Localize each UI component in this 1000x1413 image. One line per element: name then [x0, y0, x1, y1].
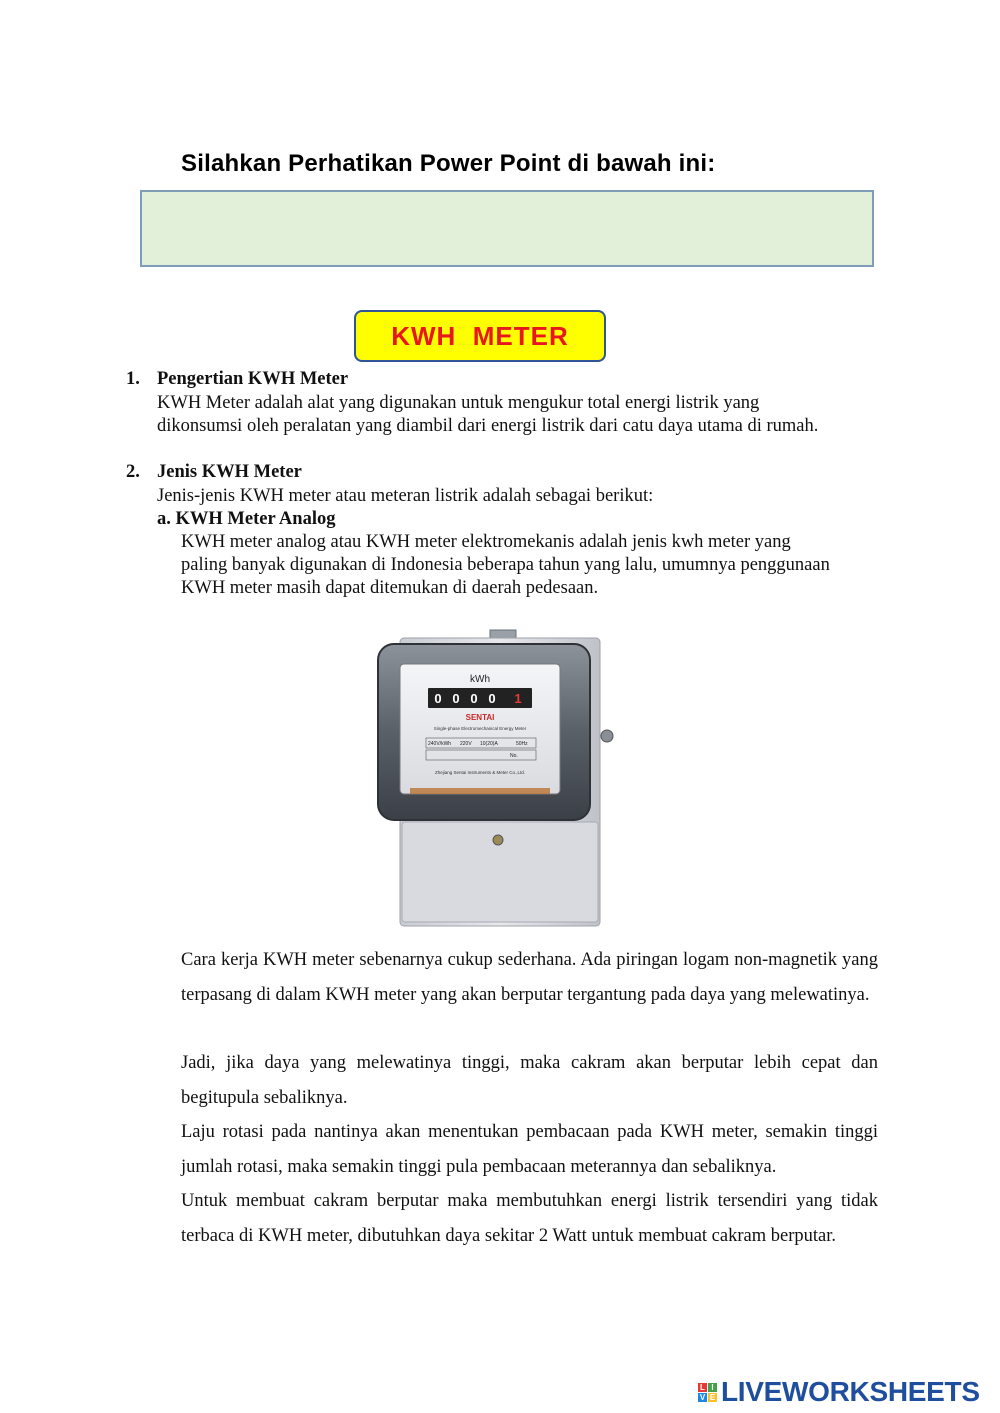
section-2-intro: Jenis-jenis KWH meter atau meteran listrik adalah sebagai berikut: [157, 486, 654, 506]
mark-letter: E [709, 1392, 716, 1402]
spec-value: 10(20)A [480, 741, 498, 747]
section-1-title: Pengertian KWH Meter [157, 369, 349, 389]
subsection-a-line-2: paling banyak digunakan di Indonesia beberapa tahun yang lalu, umumnya penggunaan [181, 555, 830, 575]
counter-digit: 0 [434, 691, 442, 706]
rotating-disk [410, 788, 550, 794]
meter-subtitle: Single-phase Electromechanical Energy Meter [433, 726, 527, 731]
mark-letter: V [699, 1392, 706, 1402]
spec-value: 50Hz [516, 741, 528, 747]
meter-maker: Zhejiang Sentai Instruments & Meter Co.,Ltd. [434, 770, 526, 775]
body-paragraph-3: Laju rotasi pada nantinya akan menentukan pembacaan pada KWH meter, semakin tinggi jumlah rotasi, maka semakin tinggi pula pembacaan meterannya dan sebaliknya. [181, 1122, 878, 1177]
section-1-line-1: KWH Meter adalah alat yang digunakan untuk mengukur total energi listrik yang [157, 393, 760, 413]
kwh-meter-illustration [370, 628, 630, 928]
section-2-title: Jenis KWH Meter [157, 462, 302, 482]
section-2-number: 2. [126, 462, 140, 482]
spec-value: 240V/kWh [428, 741, 452, 747]
title-text: KWH METER [391, 320, 569, 351]
body-paragraph-2: Jadi, jika daya yang melewatinya tinggi, maka cakram akan berputar lebih cepat dan begitupula sebaliknya. [181, 1053, 878, 1108]
body-paragraph-4: Untuk membuat cakram berputar maka membutuhkan energi listrik tersendiri yang tidak terbaca di KWH meter, dibutuhkan daya sekitar 2 Watt untuk membuat cakram berputar. [181, 1191, 878, 1246]
section-1-number: 1. [126, 369, 140, 389]
mount-screw-right [601, 730, 613, 742]
body-paragraph-1: Cara kerja KWH meter sebenarnya cukup sederhana. Ada piringan logam non-magnetik yang terpasang di dalam KWH meter yang akan berputar tergantung pada daya yang melewatinya. [181, 950, 878, 1005]
meter-brand: SENTAI [465, 713, 495, 722]
subsection-a-title: a. KWH Meter Analog [157, 509, 336, 529]
counter-digit: 1 [514, 691, 522, 706]
title-banner [354, 310, 606, 362]
subsection-a-line-1: KWH meter analog atau KWH meter elektromekanis adalah jenis kwh meter yang [181, 532, 791, 552]
seal-screw [493, 835, 503, 845]
page-heading: Silahkan Perhatikan Power Point di bawah ini: [181, 150, 716, 177]
kwh-meter-image [370, 628, 630, 928]
mark-letter: I [708, 1383, 717, 1392]
mark-letter: L [698, 1383, 707, 1392]
liveworksheets-logo [698, 1376, 980, 1408]
serial-label: No. [510, 753, 518, 759]
liveworksheets-mark-icon [698, 1383, 717, 1402]
subsection-a-line-3: KWH meter masih dapat ditemukan di daerah pedesaan. [181, 578, 599, 598]
spec-value: 220V [460, 741, 472, 747]
counter-digit: 0 [470, 691, 478, 706]
counter-digit: 0 [488, 691, 496, 706]
counter-digit: 0 [452, 691, 460, 706]
liveworksheets-text: LIVEWORKSHEETS [721, 1376, 980, 1407]
section-1-line-2: dikonsumsi oleh peralatan yang diambil dari energi listrik dari catu daya utama di rumah. [157, 416, 819, 436]
meter-unit-label: kWh [470, 674, 490, 685]
embedded-presentation-area[interactable] [140, 190, 874, 267]
